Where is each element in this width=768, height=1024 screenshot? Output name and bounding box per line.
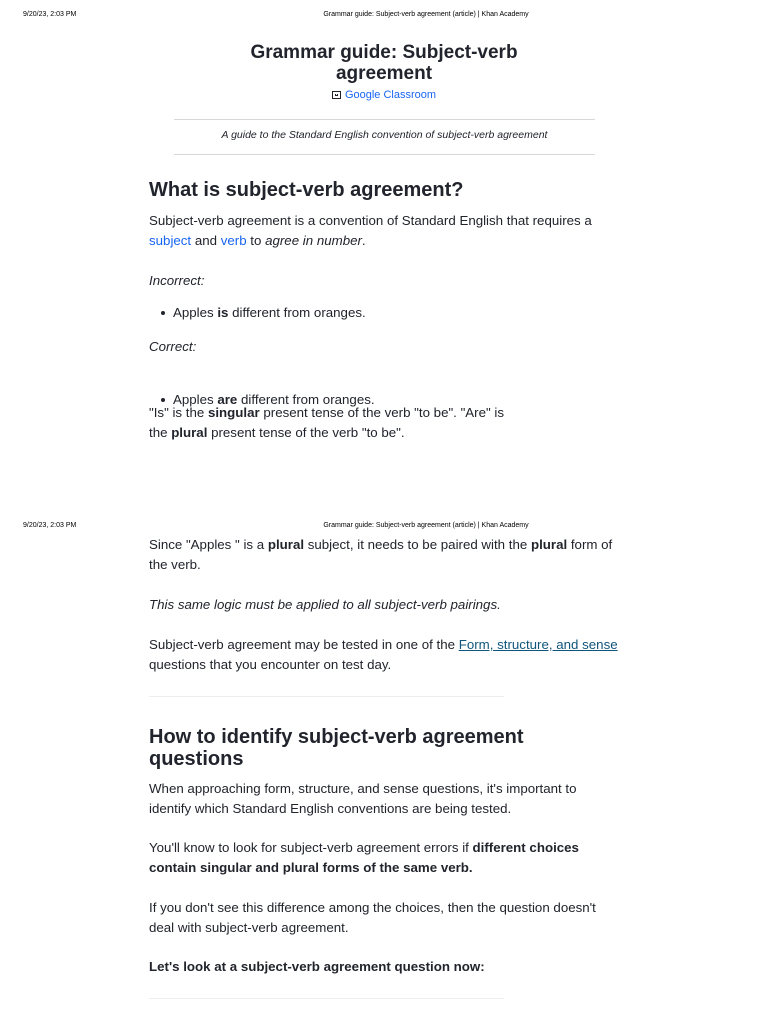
incorrect-example: Apples is different from oranges. — [149, 303, 643, 323]
article-title: Grammar guide: Subject-verb agreement — [250, 42, 518, 84]
section-separator — [149, 696, 504, 697]
print-page-title: Grammar guide: Subject-verb agreement (article) | Khan Academy — [323, 11, 529, 18]
subtitle-divider-bottom — [174, 154, 595, 155]
correct-label: Correct: — [149, 339, 197, 354]
article-subtitle: A guide to the Standard English convention of subject-verb agreement — [221, 129, 548, 141]
print-header — [0, 11, 768, 23]
print-date: 9/20/23, 2:03 PM — [23, 522, 77, 529]
form-structure-sense-link[interactable]: Form, structure, and sense — [458, 637, 618, 652]
incorrect-label: Incorrect: — [149, 273, 205, 288]
subject-link[interactable]: subject — [149, 232, 192, 248]
tested-paragraph: Subject-verb agreement may be tested in one of the Form, structure, and sense questions that you encounter on test day. — [149, 637, 618, 672]
look-for-errors-paragraph: You'll know to look for subject-verb agreement errors if different choices contain singular and plural forms of the same verb. — [149, 840, 579, 875]
print-page-title: Grammar guide: Subject-verb agreement (article) | Khan Academy — [323, 522, 529, 529]
print-header — [0, 522, 768, 534]
logic-paragraph: This same logic must be applied to all subject-verb pairings. — [149, 597, 501, 612]
approach-paragraph: When approaching form, structure, and sense questions, it's important to identify which Standard English conventions are being tested. — [149, 781, 577, 816]
google-classroom-icon — [332, 91, 341, 99]
intro-paragraph: Subject-verb agreement is a convention of Standard English that requires a subject and verb to agree in number. — [149, 213, 592, 248]
question-intro: Let's look at a subject-verb agreement question now: — [149, 959, 485, 974]
google-classroom-share[interactable] — [0, 89, 768, 101]
google-classroom-link[interactable]: Google Classroom — [344, 89, 437, 101]
is-are-explanation: "Is" is the singular present tense of the verb "to be". "Are" is the plural present tense of the verb "to be". — [149, 405, 505, 440]
plural-subject-paragraph: Since "Apples " is a plural subject, it needs to be paired with the plural form of the verb. — [149, 537, 613, 572]
section-separator — [149, 998, 504, 999]
section-heading-how-to-identify: How to identify subject-verb agreement questions — [149, 726, 524, 770]
verb-link[interactable]: verb — [220, 232, 247, 248]
print-date: 9/20/23, 2:03 PM — [23, 11, 77, 18]
correct-example: Apples are different from oranges. — [149, 390, 643, 410]
no-difference-paragraph: If you don't see this difference among the choices, then the question doesn't deal with subject-verb agreement. — [149, 900, 596, 935]
section-heading-what-is: What is subject-verb agreement? — [149, 179, 464, 201]
subtitle-divider-top — [174, 119, 595, 120]
